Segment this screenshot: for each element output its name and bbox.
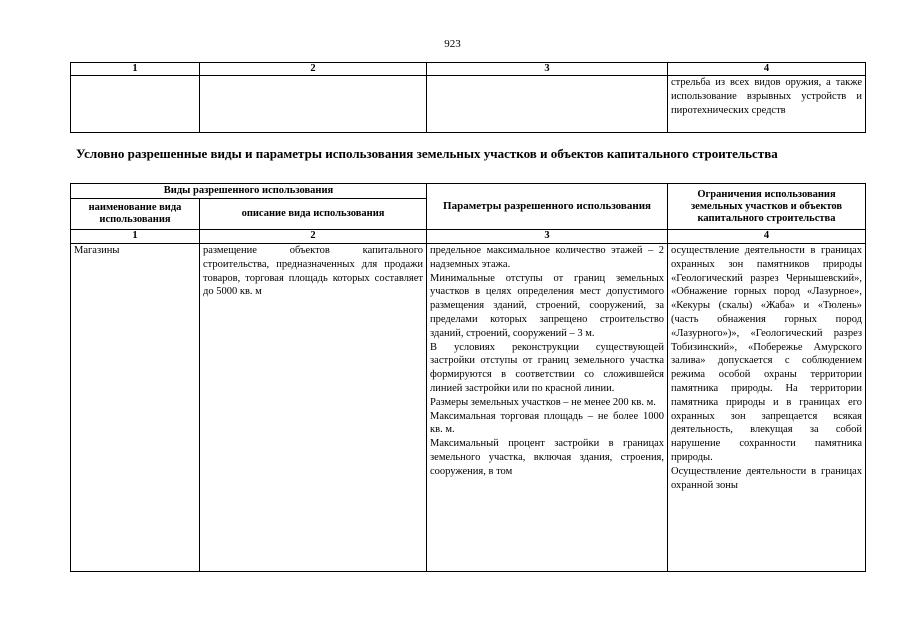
use-name-cell: Магазины: [71, 244, 200, 572]
top-col-2-header: 2: [200, 63, 427, 76]
main-table-row: [71, 244, 866, 572]
parameters-content: [430, 244, 664, 570]
restriction-paragraph: осуществление деятельности в границах охранных зон памятников природы «Геологический разрез Чернышевский», «Обнажение горных пород «Лазурное», «Кекуры (скалы) «Жаба» и «Тюлень» (часть обнажения горных пород «Лазурного»)», «Геологический разрез Тобизинский», «Побережье Амурского залива» допускается с соблюдением режима особой охраны территории памятника природы. На территории памятника природы и в границах его охранных зон запрещается всякая деятельность, влекущая за собой нарушение сохранности памятника природы.: [671, 245, 863, 463]
main-table: [70, 183, 866, 572]
main-num-2: 2: [200, 230, 427, 244]
parameter-paragraph: Размеры земельных участков – не менее 200 кв. м.: [430, 396, 656, 408]
top-cell-4: стрельба из всех видов оружия, а также использование взрывных устройств и пиротехнических средств: [668, 76, 866, 133]
top-table-row: [71, 76, 866, 133]
col4-header: Ограничения использования земельных участков и объектов капитального строительства: [668, 184, 866, 230]
top-cell-1: [71, 76, 200, 133]
main-header-row-1: [71, 184, 866, 199]
top-cell-2: [200, 76, 427, 133]
main-num-3: 3: [427, 230, 668, 244]
top-col-3-header: 3: [427, 63, 668, 76]
parameter-paragraph: Максимальная торговая площадь – не более 1000 кв. м.: [430, 410, 665, 436]
restriction-paragraph: Осуществление деятельности в границах охранной зоны: [671, 465, 863, 491]
col3-header: Параметры разрешенного использования: [427, 184, 668, 230]
section-title: Условно разрешенные виды и параметры использования земельных участков и объектов капитального строительства: [76, 146, 778, 161]
main-num-4: 4: [668, 230, 866, 244]
parameter-paragraph: Минимальные отступы от границ земельных участков в целях определения мест допустимого размещения зданий, строений, сооружений, за пределами которых запрещено строительство зданий, строений, сооружений – 3 м.: [430, 272, 665, 339]
main-number-row: [71, 230, 866, 244]
restrictions-content: [671, 244, 862, 570]
restrictions-cell: [668, 244, 866, 572]
parameter-paragraph: предельное максимальное количество этажей – 2 надземных этажа.: [430, 245, 665, 270]
top-col-1-header: 1: [71, 63, 200, 76]
top-table: [70, 62, 866, 133]
page-number: 923: [444, 38, 461, 50]
top-cell-3: [427, 76, 668, 133]
parameter-paragraph: Максимальный процент застройки в границах земельного участка, включая здания, строения, сооружения, в том: [430, 438, 665, 477]
col1-header: наименование вида использования: [71, 199, 200, 230]
use-description-cell: размещение объектов капитального строительства, предназначенных для продажи товаров, торговая площадь которых составляет до 5000 кв. м: [200, 244, 427, 572]
group-header: Виды разрешенного использования: [71, 184, 427, 199]
parameter-paragraph: В условиях реконструкции существующей застройки отступы от границ земельного участка формируются в соответствии со сложившейся линией застройки или по красной линии.: [430, 341, 665, 394]
top-col-4-header: 4: [668, 63, 866, 76]
parameters-cell: [427, 244, 668, 572]
top-table-header-row: [71, 63, 866, 76]
main-num-1: 1: [71, 230, 200, 244]
col2-header: описание вида использования: [200, 199, 427, 230]
